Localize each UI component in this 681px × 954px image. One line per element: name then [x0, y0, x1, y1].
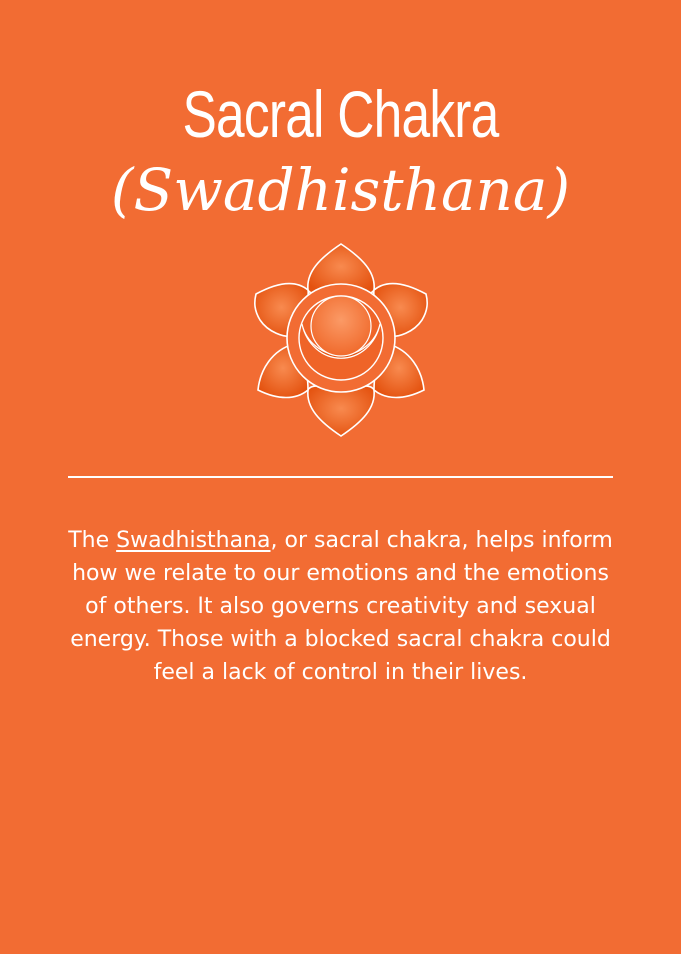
petal-bottom	[308, 386, 374, 436]
description-prefix: The	[68, 528, 117, 553]
divider	[68, 476, 613, 478]
swadhisthana-link[interactable]: Swadhisthana	[116, 528, 271, 553]
inner-core	[311, 296, 371, 356]
description-body: , or sacral chakra, helps inform how we relate to our emotions and the emotions of others. It also governs creativity and sexual energy. Those with a blocked sacral chakra could feel a lack of control in their lives.	[70, 528, 613, 685]
description-paragraph	[60, 524, 621, 689]
sacral-chakra-lotus-icon	[250, 240, 432, 440]
page-title: Sacral Chakra	[182, 77, 499, 151]
page-subtitle: (Swadhisthana)	[110, 156, 571, 224]
